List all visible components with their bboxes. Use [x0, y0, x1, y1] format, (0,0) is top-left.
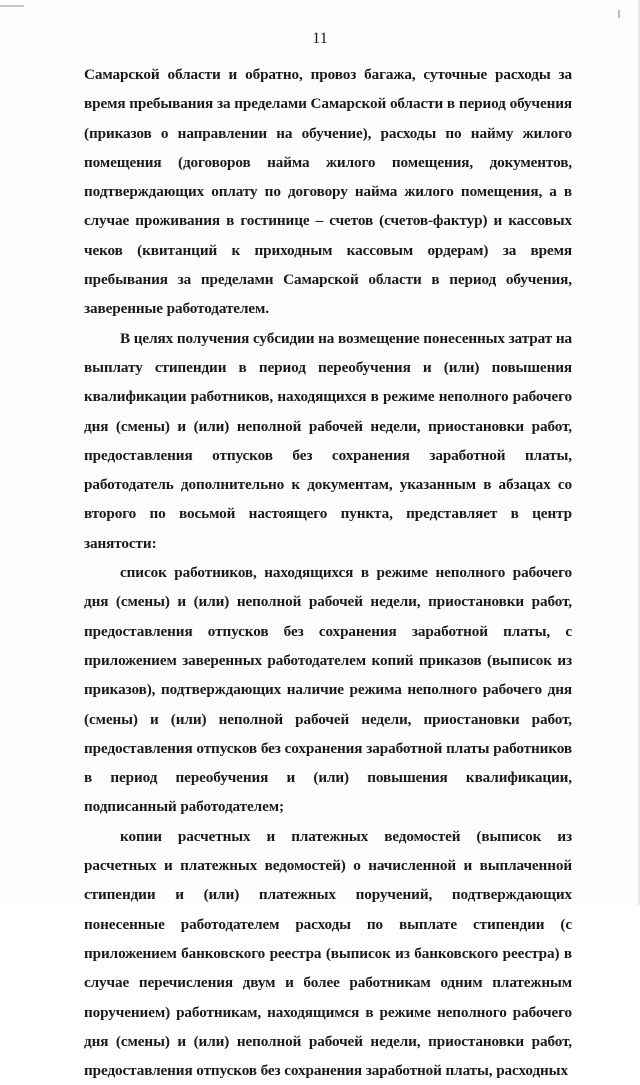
scan-artifact-left — [0, 5, 24, 7]
paragraph-employee-list: список работников, находящихся в режиме неполного рабочего дня (смены) и (или) неполной рабочей недели, приостановки работ, предоставления отпусков без сохранения заработной платы, с приложением заверенных работодателем копий приказов (выписок из приказов), подтверждающих наличие режима неполного рабочего дня (смены) и (или) неполной рабочей недели, приостановки работ, предоставления отпусков без сохранения заработной платы работников в период переобучения и (или) повышения квалификации, подписанный работодателем; — [84, 564, 572, 816]
document-body — [84, 60, 572, 1085]
scan-artifact-right — [618, 10, 620, 18]
paragraph-subsidy-conditions: В целях получения субсидии на возмещение понесенных затрат на выплату стипендии в период переобучения и (или) повышения квалификации работников, находящихся в режиме неполного рабочего дня (смены) и (или) неполной рабочей недели, приостановки работ, предоставления отпусков без сохранения заработной платы, работодатель дополнительно к документам, указанным в абзацах со второго по восьмой настоящего пункта, представляет в центр занятости: — [84, 329, 572, 552]
paragraph-payroll-copies: копии расчетных и платежных ведомостей (выписок из расчетных и платежных ведомостей) о начисленной и выплаченной стипендии и (или) платежных поручений, подтверждающих понесенные работодателем расходы по выплате стипендии (с приложением банковского реестра (выписок из банковского реестра) в случае перечисления двум и более работникам одним платежным поручением) работникам, находящимся в режиме неполного рабочего дня (смены) и (или) неполной рабочей недели, приостановки работ, предоставления отпусков без сохранения заработной платы, расходных — [84, 827, 572, 1080]
paragraph-continuation: Самарской области и обратно, провоз багажа, суточные расходы за время пребывания за пределами Самарской области в период обучения (приказов о направлении на обучение), расходы по найму жилого помещения (договоров найма жилого помещения, документов, подтверждающих оплату по договору найма жилого помещения, а в случае проживания в гостинице – счетов (счетов-фактур) и кассовых чеков (квитанций к приходным кассовым ордерам) за время пребывания за пределами Самарской области в период обучения, заверенные работодателем. — [84, 66, 572, 318]
page-number: 11 — [312, 30, 328, 47]
